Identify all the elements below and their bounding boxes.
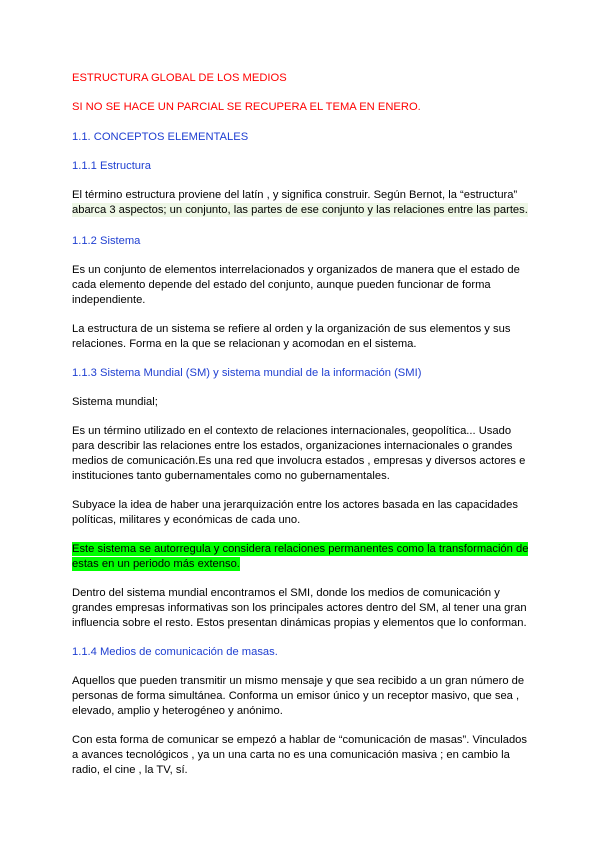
paragraph-line: grandes empresas informativas son los principales actores dentro del SM, al tener una gran xyxy=(72,602,527,614)
paragraph-line: elevado, amplio y heterogéneo y anónimo. xyxy=(72,705,283,717)
section-heading: 1.1. CONCEPTOS ELEMENTALES xyxy=(72,131,249,143)
paragraph-line: Es un conjunto de elementos interrelacionados y organizados de manera que el estado de xyxy=(72,264,520,276)
paragraph-line: independiente. xyxy=(72,294,146,306)
paragraph-line: Subyace la idea de haber una jerarquización entre los actores basada en las capacidades xyxy=(72,499,518,511)
paragraph-line: cada elemento depende del estado del conjunto, aunque pueden funcionar de forma xyxy=(72,279,491,291)
paragraph-line: Aquellos que pueden transmitir un mismo mensaje y que sea recibido a un gran número de xyxy=(72,675,525,687)
paragraph-line: Con esta forma de comunicar se empezó a hablar de “comunicación de masas”. Vinculados xyxy=(72,734,527,746)
paragraph-line: a avances tecnológicos , ya un una carta no es una comunicación masiva ; en cambio la xyxy=(72,749,510,761)
paragraph-line: La estructura de un sistema se refiere al orden y la organización de sus elementos y sus xyxy=(72,323,511,335)
paragraph-line: medios de comunicación.Es una red que involucra estados , empresas y diversos actores e xyxy=(72,455,526,467)
paragraph-line: instituciones tanto gubernamentales como no gubernamentales. xyxy=(72,470,390,482)
paragraph-line: influencia sobre el resto. Estos presentan dinámicas propias y elementos que lo conforman. xyxy=(72,617,527,629)
subsection-heading: 1.1.2 Sistema xyxy=(72,235,141,247)
document-title: ESTRUCTURA GLOBAL DE LOS MEDIOS xyxy=(72,72,287,84)
paragraph-line: abarca 3 aspectos; un conjunto, las partes de ese conjunto y las relaciones entre las partes. xyxy=(72,204,528,216)
recovery-notice: SI NO SE HACE UN PARCIAL SE RECUPERA EL TEMA EN ENERO. xyxy=(72,101,421,113)
subsection-heading: 1.1.3 Sistema Mundial (SM) y sistema mundial de la información (SMI) xyxy=(72,367,422,379)
highlighted-line: estas en un periodo más extenso. xyxy=(72,558,240,570)
paragraph-line: Es un término utilizado en el contexto de relaciones internacionales, geopolítica... Usado xyxy=(72,425,512,437)
subsection-heading: 1.1.1 Estructura xyxy=(72,160,151,172)
paragraph-line: El término estructura proviene del latín , y significa construir. Según Bernot, la “estructura” xyxy=(72,189,518,201)
paragraph-line: Sistema mundial; xyxy=(72,396,158,408)
paragraph-line: relaciones. Forma en la que se relacionan y acomodan en el sistema. xyxy=(72,338,417,350)
paragraph-line: para describir las relaciones entre los estados, organizaciones internacionales o grandes xyxy=(72,440,513,452)
paragraph-line: radio, el cine , la TV, sí. xyxy=(72,764,188,776)
paragraph-line: Dentro del sistema mundial encontramos el SMI, donde los medios de comunicación y xyxy=(72,587,500,599)
paragraph-line: personas de forma simultánea. Conforma un emisor único y un receptor masivo, que sea , xyxy=(72,690,520,702)
subsection-heading: 1.1.4 Medios de comunicación de masas. xyxy=(72,646,278,658)
highlighted-line: Este sistema se autorregula y considera relaciones permanentes como la transformación de xyxy=(72,543,529,555)
paragraph-line: políticas, militares y económicas de cada uno. xyxy=(72,514,301,526)
